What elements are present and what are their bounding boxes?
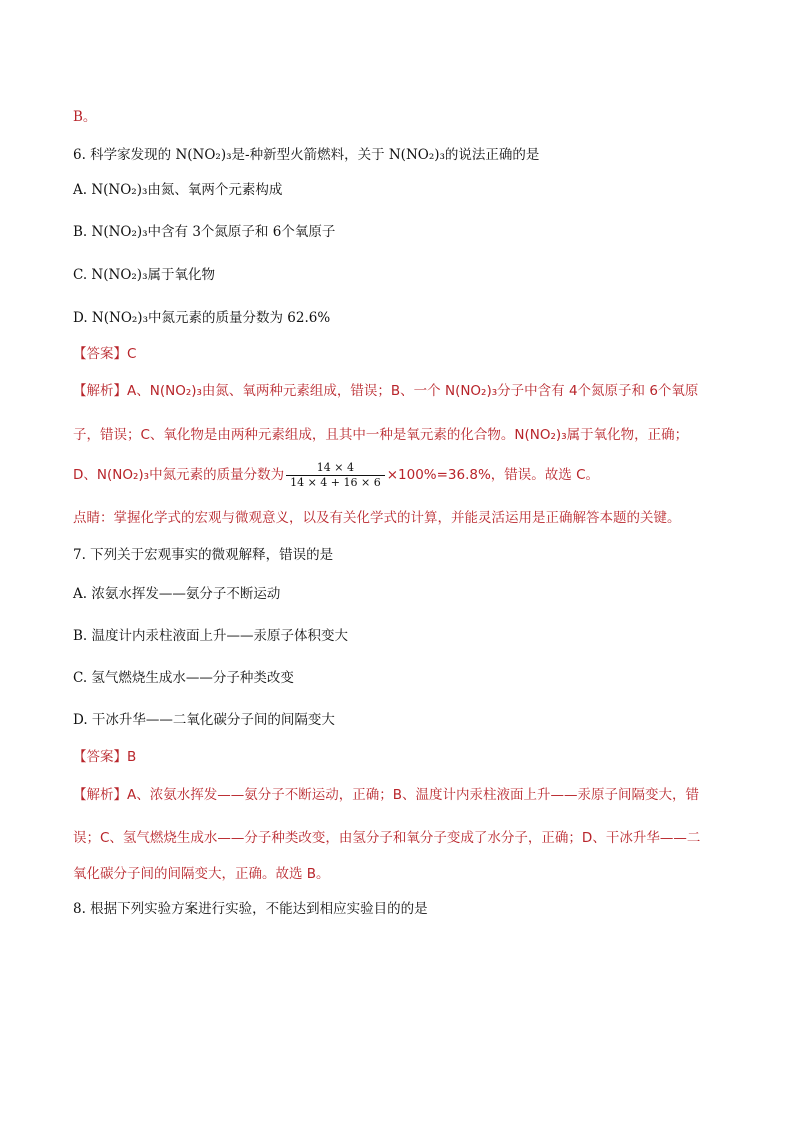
q8-stem: 8. 根据下列实验方案进行实验，不能达到相应实验目的的是 (73, 901, 428, 917)
q6-tip: 点睛：掌握化学式的宏观与微观意义，以及有关化学式的计算，并能灵活运用是正确解答本题的关键。 (73, 510, 681, 526)
answer-label: 【答案】 (73, 346, 127, 362)
analysis-label: 【解析】 (73, 383, 127, 399)
q6-option-c: C. N(NO₂)₃属于氧化物 (73, 267, 215, 283)
answer-value: C (127, 346, 137, 362)
q7-analysis-line-2: 误；C、氢气燃烧生成水——分子种类改变，由氢分子和氧分子变成了水分子，正确；D、干冰升华——二 (73, 830, 701, 846)
q6-analysis-line-2: 子，错误；C、氧化物是由两种元素组成，且其中一种是氧元素的化合物。N(NO₂)₃属于氧化物，正确； (73, 427, 689, 443)
analysis-label: 【解析】 (73, 787, 127, 803)
previous-answer-tail: B。 (73, 109, 97, 125)
fraction-denominator: 14 × 4 + 16 × 6 (290, 475, 381, 489)
fraction-numerator: 14 × 4 (286, 461, 385, 476)
answer-label: 【答案】 (73, 749, 127, 765)
analysis-text-pre: D、N(NO₂)₃中氮元素的质量分数为 (73, 467, 285, 483)
q6-option-a: A. N(NO₂)₃由氮、氧两个元素构成 (73, 182, 283, 198)
q6-option-b: B. N(NO₂)₃中含有 3个氮原子和 6个氧原子 (73, 224, 336, 240)
q7-analysis-line-3: 氧化碳分子间的间隔变大，正确。故选 B。 (73, 866, 330, 882)
q7-stem: 7. 下列关于宏观事实的微观解释，错误的是 (73, 547, 334, 563)
q6-analysis-line-1 (73, 381, 698, 401)
q7-option-d: D. 干冰升华——二氧化碳分子间的间隔变大 (73, 712, 335, 728)
analysis-text: A、N(NO₂)₃由氮、氧两种元素组成，错误；B、一个 N(NO₂)₃分子中含有 4个氮原子和 6个氧原 (127, 383, 699, 399)
q6-option-d: D. N(NO₂)₃中氮元素的质量分数为 62.6% (73, 310, 331, 326)
q6-answer (73, 344, 136, 364)
analysis-text: A、浓氨水挥发——氨分子不断运动，正确；B、温度计内汞柱液面上升——汞原子间隔变大，错 (127, 787, 699, 803)
analysis-text-post: ×100%=36.8%，错误。故选 C。 (386, 467, 600, 483)
q7-option-c: C. 氢气燃烧生成水——分子种类改变 (73, 670, 294, 686)
q7-option-b: B. 温度计内汞柱液面上升——汞原子体积变大 (73, 628, 349, 644)
q7-option-a: A. 浓氨水挥发——氨分子不断运动 (73, 586, 281, 602)
answer-value: B (127, 749, 137, 765)
mass-fraction-formula (286, 461, 385, 490)
q6-analysis-line-3 (73, 455, 599, 495)
q6-stem: 6. 科学家发现的 N(NO₂)₃是-种新型火箭燃料，关于 N(NO₂)₃的说法正确的是 (73, 147, 540, 163)
q7-answer (73, 747, 136, 767)
q7-analysis-line-1 (73, 785, 699, 805)
